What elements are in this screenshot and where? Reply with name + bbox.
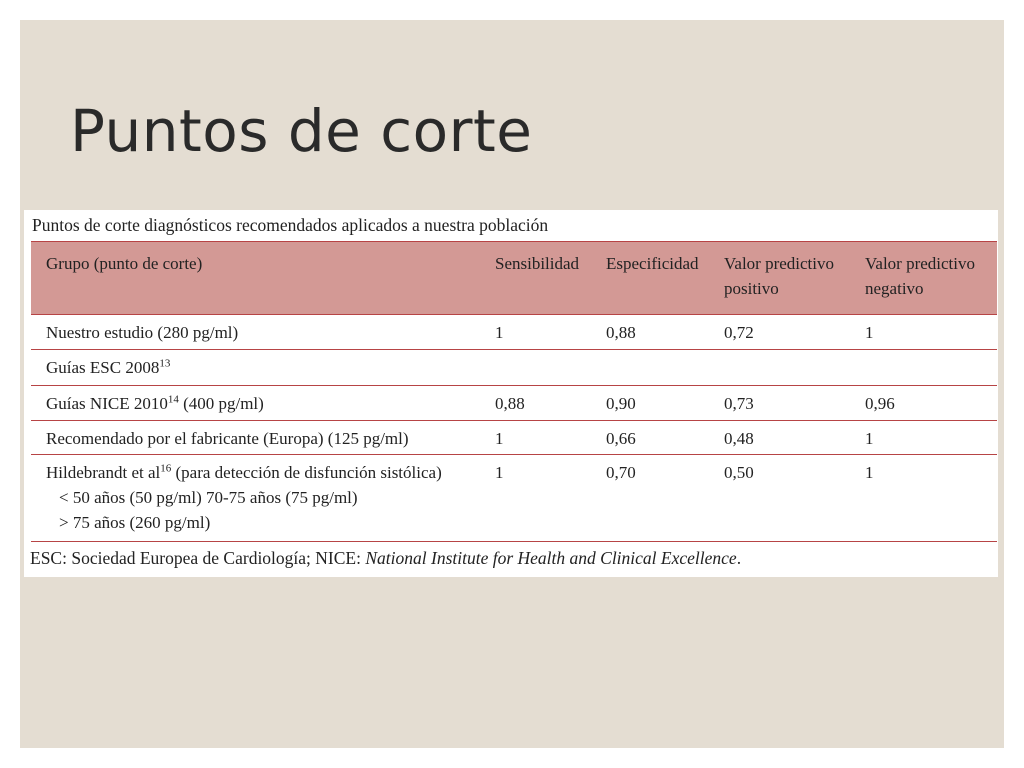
header-vpn-line1: Valor predictivo xyxy=(865,254,975,273)
cell-vpp: 0,48 xyxy=(724,429,754,448)
header-sensibilidad: Sensibilidad xyxy=(495,254,580,273)
cell-sensibilidad: 0,88 xyxy=(495,394,525,413)
cell-vpp: 0,73 xyxy=(724,394,754,413)
cell-especificidad: 0,66 xyxy=(606,429,636,448)
cell-grupo: Nuestro estudio (280 pg/ml) xyxy=(46,323,239,342)
cell-vpn: 0,96 xyxy=(865,394,895,413)
cell-especificidad: 0,70 xyxy=(606,463,636,482)
table-row xyxy=(31,315,997,350)
table-figure xyxy=(24,210,998,577)
cell-grupo-text: Hildebrandt et al xyxy=(46,463,161,482)
header-vpp-line1: Valor predictivo xyxy=(724,254,834,273)
cell-grupo-text: Guías NICE 2010 xyxy=(46,394,168,413)
cell-vpn: 1 xyxy=(865,323,874,342)
table-caption: Puntos de corte diagnósticos recomendados aplicados a nuestra población xyxy=(32,215,549,235)
cell-vpp: 0,50 xyxy=(724,463,754,482)
cell-sensibilidad: 1 xyxy=(495,429,504,448)
cell-grupo-line3: > 75 años (260 pg/ml) xyxy=(59,513,211,532)
header-vpp xyxy=(724,251,834,301)
header-vpn xyxy=(865,251,975,301)
cell-grupo xyxy=(46,355,170,380)
table-row xyxy=(31,455,997,542)
cell-vpn: 1 xyxy=(865,463,874,482)
table-header-row xyxy=(31,241,997,315)
cell-grupo-text: Guías ESC 2008 xyxy=(46,358,160,377)
header-grupo: Grupo (punto de corte) xyxy=(46,254,203,273)
data-table xyxy=(31,241,997,542)
table-row xyxy=(31,421,997,455)
cell-grupo-line2: < 50 años (50 pg/ml) 70-75 años (75 pg/ml) xyxy=(59,488,358,507)
reference-superscript: 14 xyxy=(167,393,179,406)
cell-especificidad: 0,90 xyxy=(606,394,636,413)
slide xyxy=(20,20,1004,748)
reference-superscript: 16 xyxy=(160,462,172,475)
footnote-italic: National Institute for Health and Clinical Excellence xyxy=(365,548,737,568)
cell-grupo xyxy=(46,391,264,416)
cell-especificidad: 0,88 xyxy=(606,323,636,342)
table-row xyxy=(31,350,997,386)
header-especificidad: Especificidad xyxy=(606,254,699,273)
table-row xyxy=(31,386,997,421)
header-vpp-line2: positivo xyxy=(724,279,779,298)
cell-sensibilidad: 1 xyxy=(495,463,504,482)
cell-grupo: Recomendado por el fabricante (Europa) (125 pg/ml) xyxy=(46,429,409,448)
header-vpn-line2: negativo xyxy=(865,279,924,298)
cell-vpp: 0,72 xyxy=(724,323,754,342)
cell-grupo-suffix: (400 pg/ml) xyxy=(178,394,264,413)
slide-title: Puntos de corte xyxy=(70,97,533,165)
footnote-prefix: ESC: Sociedad Europea de Cardiología; NICE: xyxy=(30,548,366,568)
cell-grupo-suffix: (para detección de disfunción sistólica) xyxy=(171,463,442,482)
cell-sensibilidad: 1 xyxy=(495,323,504,342)
cell-grupo xyxy=(46,460,442,535)
footnote-suffix: . xyxy=(736,548,742,568)
table-footnote xyxy=(30,547,741,569)
reference-superscript: 13 xyxy=(159,357,171,370)
cell-vpn: 1 xyxy=(865,429,874,448)
